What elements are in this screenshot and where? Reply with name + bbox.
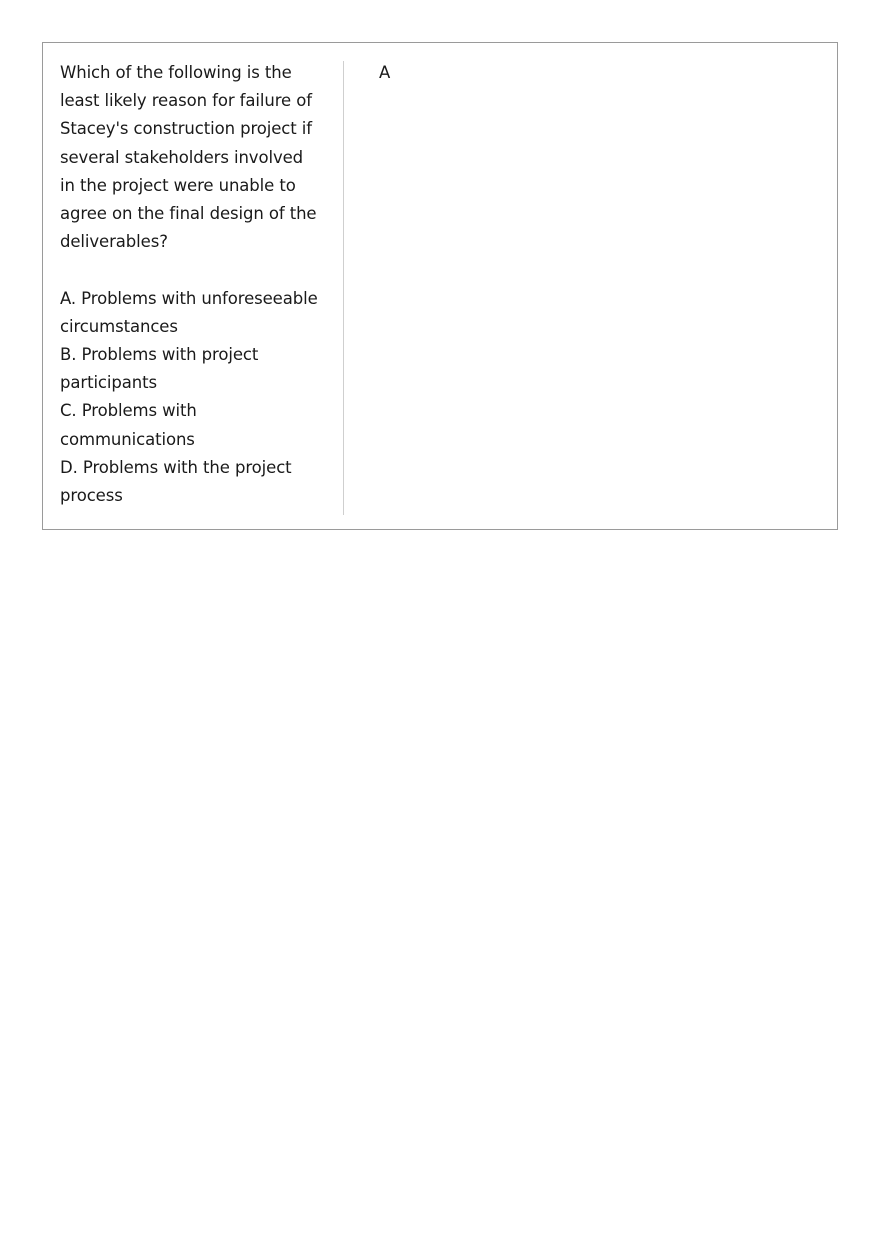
question-text: Which of the following is the least likely reason for failure of Stacey's construction project if several stakeholders involved in the project were unable to agree on the final design of the deliverables? (60, 63, 317, 252)
column-divider (343, 61, 344, 515)
option-b: B. Problems with project participants (60, 345, 259, 393)
answer-text: A (379, 63, 391, 82)
option-c: C. Problems with communications (60, 401, 197, 449)
option-a: A. Problems with unforeseeable circumstances (60, 288, 318, 336)
answer-options (60, 285, 322, 511)
question-column (60, 59, 322, 510)
option-d: D. Problems with the project process (60, 457, 292, 506)
flashcard (42, 42, 838, 530)
